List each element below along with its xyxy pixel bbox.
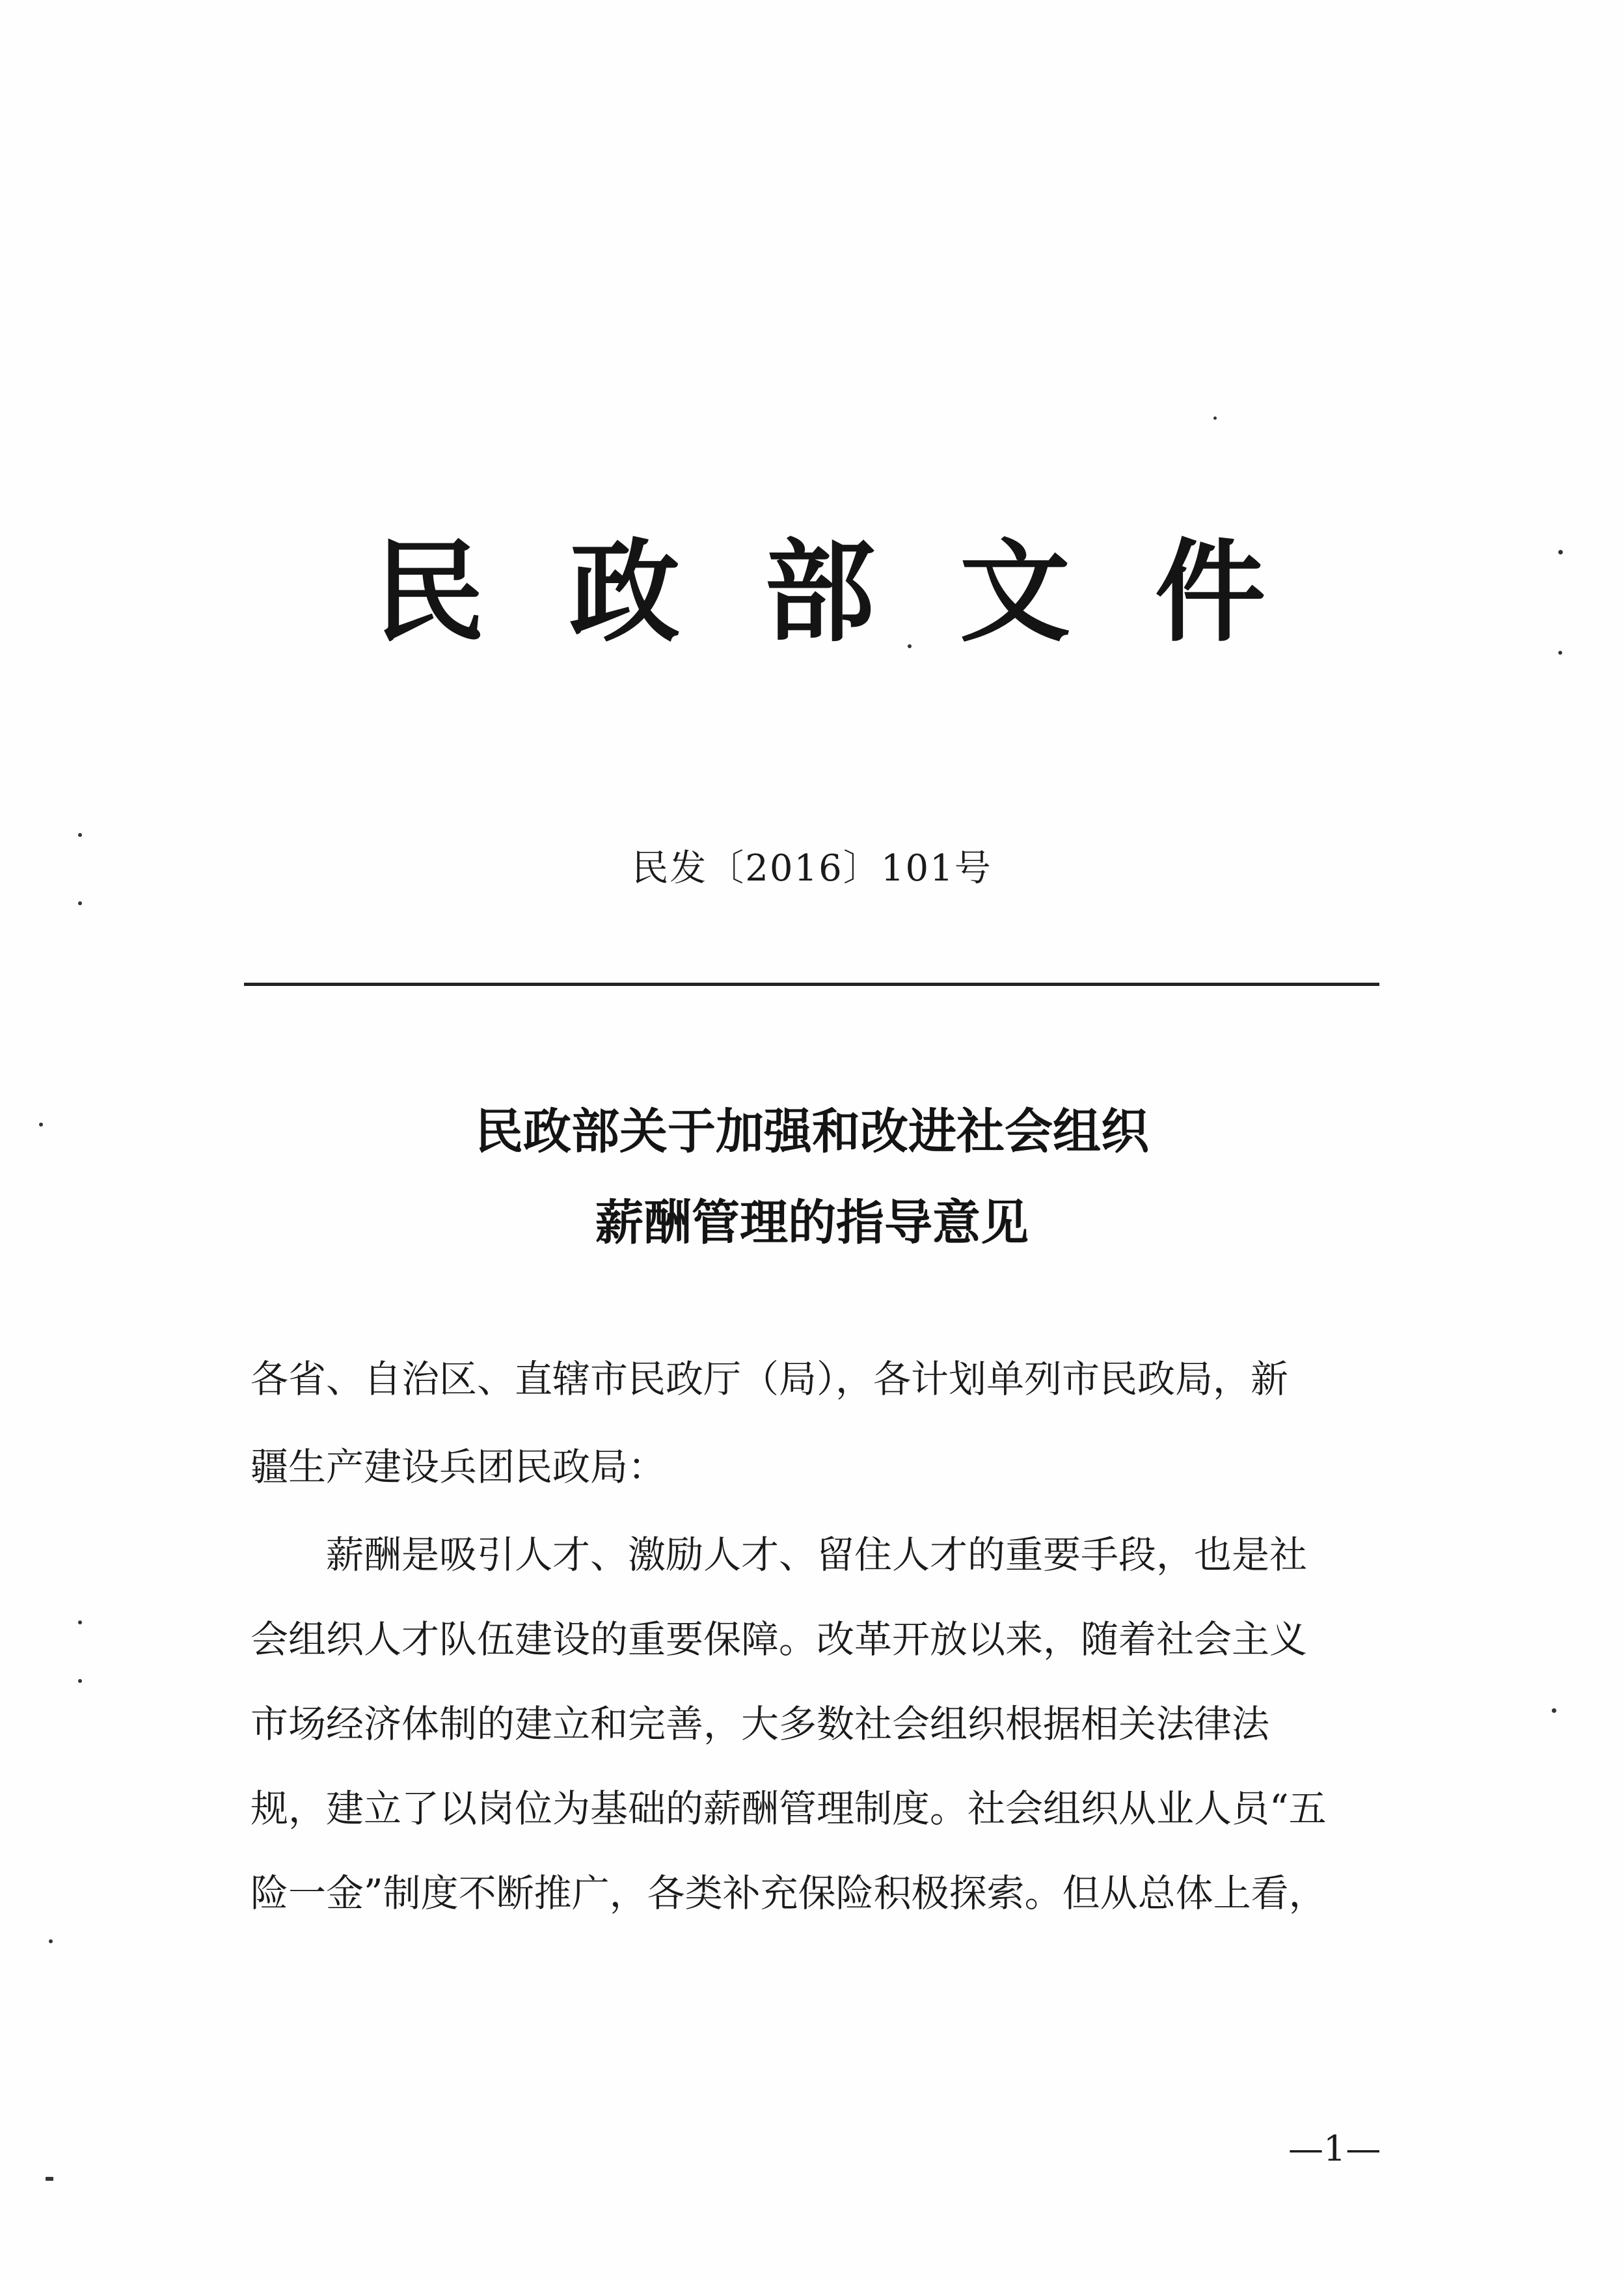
scan-speck [46, 2177, 53, 2181]
body-line: 薪酬是吸引人才、激励人才、留住人才的重要手段，也是社 [250, 1533, 1308, 1577]
header-char: 政 [569, 527, 680, 657]
header-divider [244, 983, 1379, 986]
scan-speck [78, 1679, 82, 1683]
header-char: 件 [1154, 527, 1265, 657]
header-char: 部 [764, 527, 875, 657]
scan-speck [1213, 417, 1217, 420]
body-line: 规，建立了以岗位为基础的薪酬管理制度。社会组织从业人员“五 [250, 1786, 1327, 1831]
scan-speck [1558, 651, 1562, 655]
body-line: 险一金”制度不断推广，各类补充保险积极探索。但从总体上看， [250, 1871, 1327, 1915]
scan-speck [1558, 550, 1563, 554]
body-line: 市场经济体制的建立和完善，大多数社会组织根据相关法律法 [250, 1702, 1270, 1746]
addressee-line-1: 各省、自治区、直辖市民政厅（局），各计划单列市民政局，新 [250, 1357, 1289, 1401]
header-char: 文 [959, 527, 1070, 657]
page-number: —1— [1288, 2128, 1381, 2169]
body-line: 会组织人才队伍建设的重要保障。改革开放以来，随着社会主义 [250, 1617, 1308, 1661]
header-char: 民 [373, 527, 485, 657]
scan-speck [908, 644, 912, 648]
document-title-line-1: 民政部关于加强和改进社会组织 [475, 1104, 1149, 1160]
scan-speck [78, 1620, 82, 1624]
addressee-line-2: 疆生产建设兵团民政局： [250, 1445, 666, 1489]
scan-speck [39, 1123, 43, 1127]
scan-speck [78, 901, 82, 905]
scan-speck [78, 833, 82, 837]
document-header-title [364, 521, 1275, 664]
scan-speck [49, 1939, 53, 1943]
scan-speck [1552, 1708, 1556, 1713]
document-title-line-2: 薪酬管理的指导意见 [595, 1195, 1029, 1251]
document-number: 民发〔2016〕101号 [632, 847, 992, 890]
